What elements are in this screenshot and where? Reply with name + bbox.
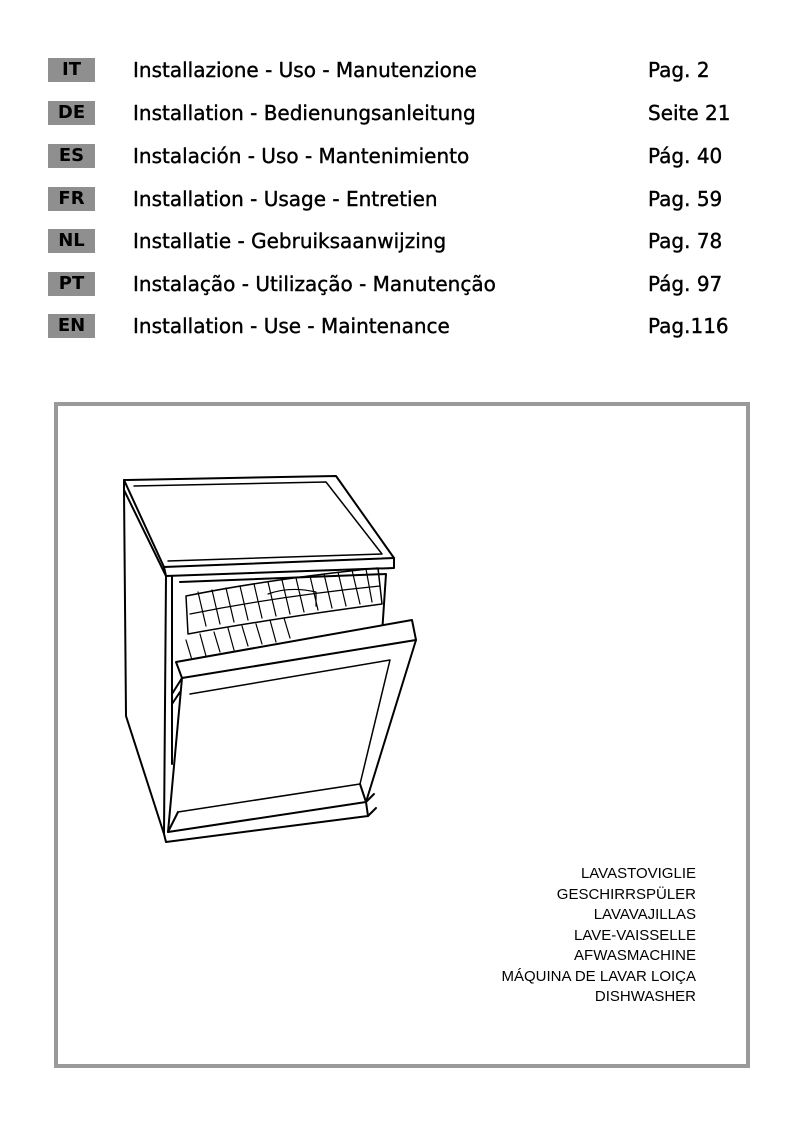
language-badge: IT xyxy=(48,58,95,82)
toc-title: Installation - Usage - Entretien xyxy=(133,187,438,211)
language-badge: DE xyxy=(48,101,95,125)
toc-row-fr[interactable] xyxy=(0,187,802,217)
language-badge: EN xyxy=(48,314,95,338)
toc-title: Installatie - Gebruiksaanwijzing xyxy=(133,229,447,253)
toc-page: Pag.116 xyxy=(648,314,729,338)
toc-row-en[interactable] xyxy=(0,314,802,344)
product-name: LAVE-VAISSELLE xyxy=(573,926,696,944)
product-name: AFWASMACHINE xyxy=(574,947,696,964)
product-name: LAVAVAJILLAS xyxy=(593,906,696,923)
toc-page: Seite 21 xyxy=(648,101,731,125)
language-badge: PT xyxy=(48,272,95,296)
cover-frame xyxy=(54,402,750,1068)
product-name: GESCHIRRSPÜLER xyxy=(556,885,696,903)
toc-row-it[interactable] xyxy=(0,58,802,88)
language-badge: NL xyxy=(48,229,95,253)
toc-row-pt[interactable] xyxy=(0,272,802,302)
toc-title: Installazione - Uso - Manutenzione xyxy=(133,58,477,82)
toc-row-nl[interactable] xyxy=(0,229,802,259)
dishwasher-illustration xyxy=(120,464,426,844)
toc-page: Pag. 2 xyxy=(648,58,710,82)
language-badge: FR xyxy=(48,187,95,211)
toc-title: Instalación - Uso - Mantenimiento xyxy=(133,144,470,168)
product-name: MÁQUINA DE LAVAR LOIÇA xyxy=(501,967,696,985)
toc-page: Pag. 78 xyxy=(648,229,723,253)
toc-title: Installation - Use - Maintenance xyxy=(133,314,450,338)
toc-title: Instalação - Utilização - Manutenção xyxy=(133,272,496,296)
toc-row-es[interactable] xyxy=(0,144,802,174)
product-name-list xyxy=(502,864,697,1008)
toc-page: Pág. 97 xyxy=(648,272,723,296)
toc-page: Pág. 40 xyxy=(648,144,723,168)
product-name: DISHWASHER xyxy=(594,988,696,1005)
product-name: LAVASTOVIGLIE xyxy=(580,865,696,882)
toc-page: Pag. 59 xyxy=(648,187,723,211)
toc-title: Installation - Bedienungsanleitung xyxy=(133,101,476,125)
toc-row-de[interactable] xyxy=(0,101,802,131)
language-badge: ES xyxy=(48,144,95,168)
